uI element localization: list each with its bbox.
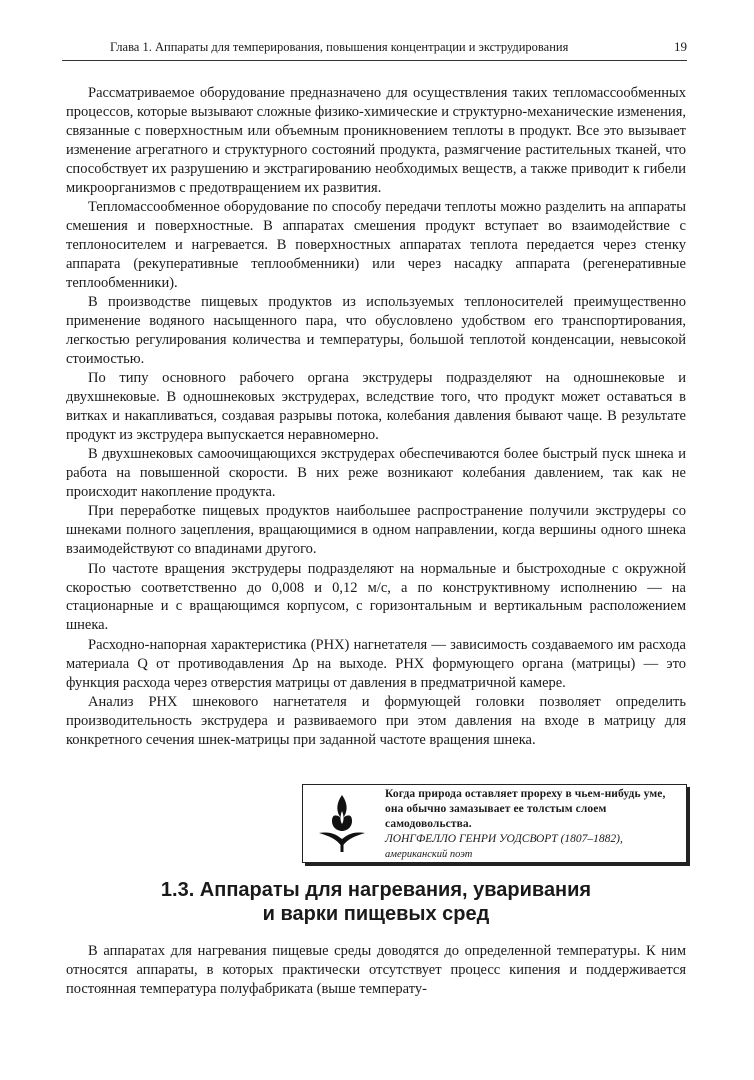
running-header (62, 38, 687, 61)
paragraph: В производстве пищевых продуктов из используемых теплоносителей преимущественно применение водяного насыщенного пара, что обусловлено удобством его транспортирования, легкостью регулирования количества и температуры, большой теплотой конденсации, невысокой стоимостью. (66, 293, 686, 367)
paragraph: Тепломассообменное оборудование по способу передачи теплоты можно разделить на аппараты смешения и поверхностные. В аппаратах смешения продукт вступает во взаимодействие с теплоносителем и нагревается. В поверхностных аппаратах теплота передается через стенку аппарата (рекуперативные теплообменники) или через насадку аппарата (регенеративные теплообменники). (66, 198, 686, 291)
paragraph: При переработке пищевых продуктов наибольшее распространение получили экструдеры со шнеками полного зацепления, вращающимися в одном направлении, когда вершины одного шнека взаимодействуют со впадинами другого. (66, 503, 686, 558)
section-heading (66, 878, 686, 926)
quote-author: ЛОНГФЕЛЛО ГЕНРИ УОДСВОРТ (1807–1882), (385, 833, 623, 845)
section-body-text (66, 942, 686, 999)
paragraph: В аппаратах для нагревания пищевые среды доводятся до определенной температуры. К ним относятся аппараты, в которых практически отсутствует процесс кипения и поддерживается постоянная температура полуфабриката (выше температу- (66, 943, 686, 997)
page-number: 19 (674, 39, 687, 54)
quote-author-role: американский поэт (385, 849, 473, 860)
section-heading-line-2: и варки пищевых сред (262, 903, 490, 925)
paragraph: По типу основного рабочего органа экструдеры подразделяют на одношнековые и двухшнековые. В одношнековых экструдерах, вследствие того, что продукт может оставаться в витках и накапливаться, создавая разрывы потока, колебания давления бывают чаще. В результате продукт из экструдера выпускается неравномерно. (66, 370, 686, 443)
paragraph: По частоте вращения экструдеры подразделяют на нормальные и быстроходные с окружной скоростью соответственно до 0,008 и 0,12 м/с, а по конструктивному исполнению — на стационарные и с вращающимся корпусом, с горизонтальным и вертикальным расположением шнека. (66, 560, 686, 634)
paragraph: Рассматриваемое оборудование предназначено для осуществления таких тепломассообменных процессов, которые вызывают сложные физико-химические и структурно-механические изменения, связанные с поверхностным или объемным проникновением теплоты в продукт. Все это вызывает изменение агрегатного и структурного состояний продукта, размягчение растительных тканей, что способствует их разрушению и экстрагированию необходимых веществ, а также приводит к гибели микроорганизмов с предотвращением их развития. (66, 85, 686, 196)
paragraph: Анализ РНХ шнекового нагнетателя и формующей головки позволяет определить производительность экструдера и развиваемого при этом давления на входе в матрицу для конкретного сечения шнек-матрицы при заданной частоте вращения шнека. (66, 694, 686, 748)
body-text (66, 84, 686, 750)
chapter-title: Глава 1. Аппараты для темперирования, повышения концентрации и экструдирования (110, 40, 569, 54)
torch-icon (311, 791, 373, 853)
quote-text: Когда природа оставляет прореху в чьем-нибудь уме, она обычно замазывает ее толстым слоем самодовольства. (385, 788, 666, 830)
epigraph-box (302, 784, 687, 863)
epigraph-text (385, 787, 681, 862)
paragraph: В двухшнековых самоочищающихся экструдерах обеспечиваются более быстрый пуск шнека и работа на повышенной скорости. В них реже возникают колебания давлением, так как не происходит накопление продукта. (66, 446, 686, 501)
section-heading-line-1: 1.3. Аппараты для нагревания, уваривания (160, 879, 592, 901)
paragraph: Расходно-напорная характеристика (РНХ) нагнетателя — зависимость создаваемого им расхода материала Q от противодавления Δp на выходе. РНХ формующего органа (матрицы) — это функция расхода через отверстия матрицы от давления в предматричной камере. (66, 636, 686, 691)
